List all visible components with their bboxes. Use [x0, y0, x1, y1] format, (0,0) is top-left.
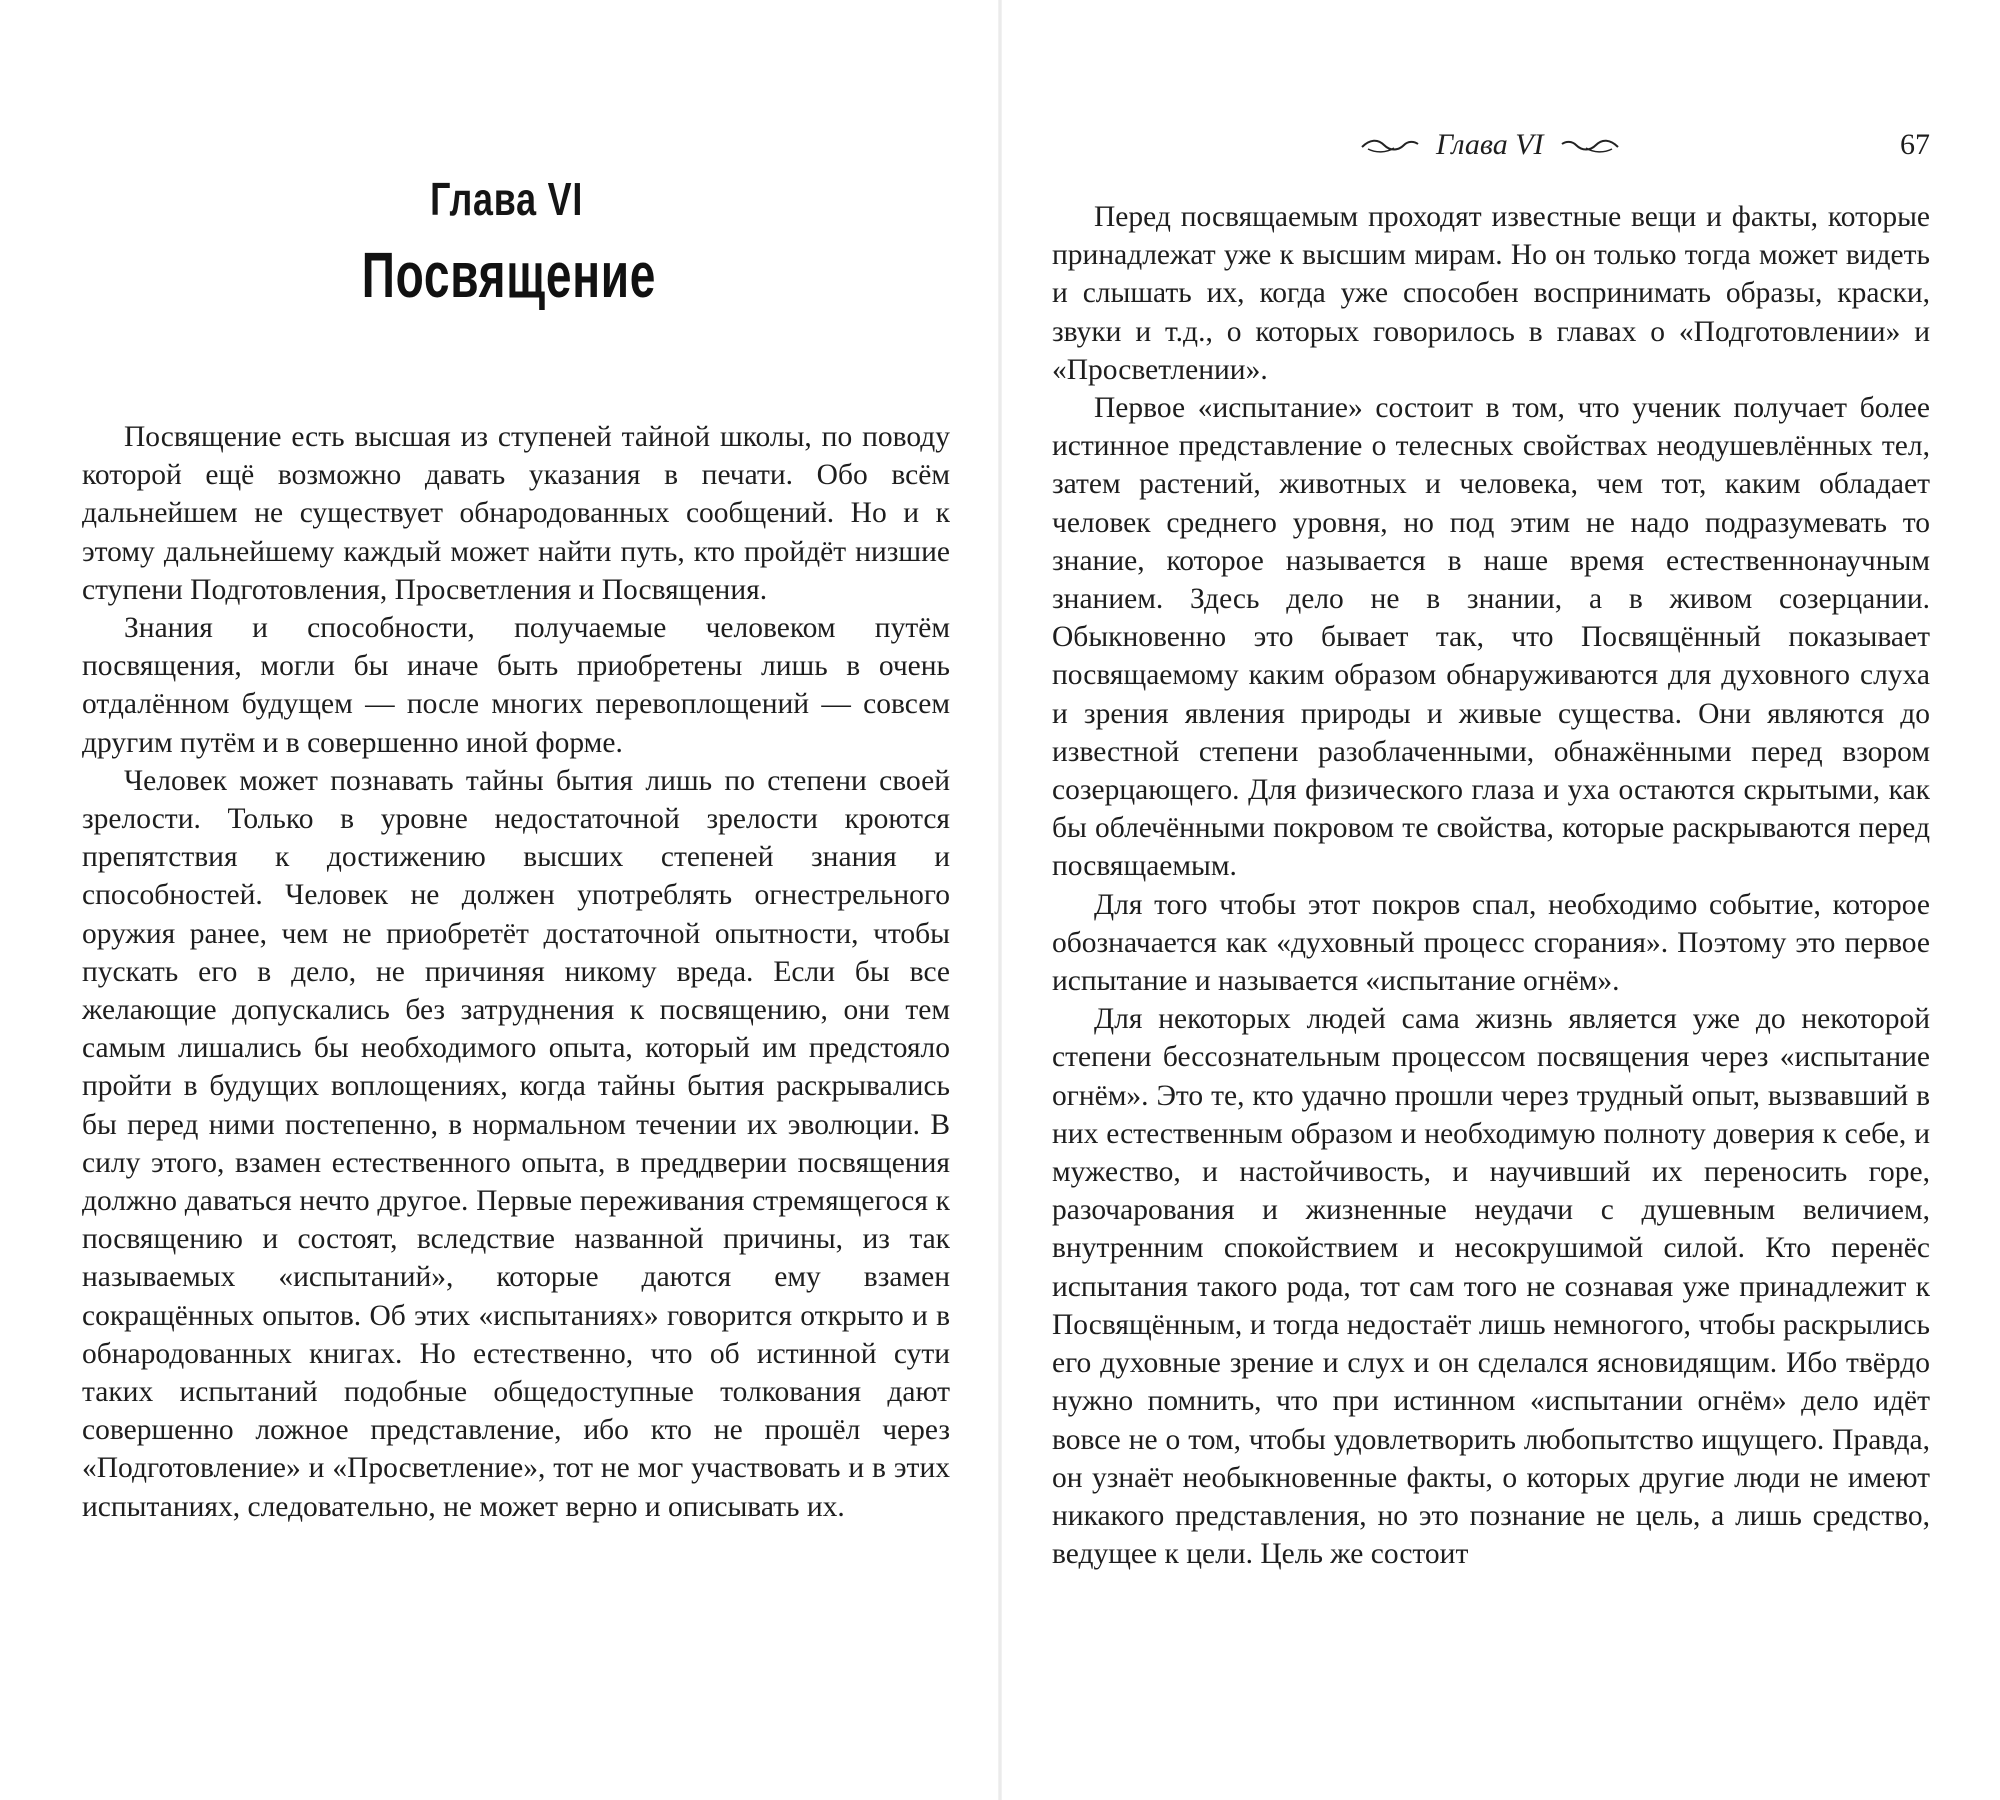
chapter-title: Посвящение: [361, 239, 657, 311]
right-paragraph-1: Перед посвящаемым проходят известные вещи и факты, которые принадлежат уже к высшим мирам. Но он только тогда может видеть и слышать их, когда уже способен воспринимать образы, краски, звуки и т.д., о которых говорилось в главах о «Подготовлении» и «Просветлении».: [1052, 201, 1930, 386]
right-paragraph-2: Первое «испытание» состоит в том, что ученик получает более истинное представление о телесных свойствах неодушевлённых тел, затем растений, животных и человека, чем тот, каким обладает человек среднего уровня, но под этим не надо подразумевать то знание, которое называется в наше время естественнонаучным знанием. Здесь дело не в знании, а в живом созерцании. Обыкновенно это бывает так, что Посвящённый показывает посвящаемому каким образом обнаруживаются для духовного слуха и зрения явления природы и живые существа. Они являются до известной степени разоблаченными, обнажёнными перед взором созерцающего. Для физического глаза и уха остаются скрытыми, как бы облечёнными покровом те свойства, которые раскрываются перед посвящаемым.: [1052, 392, 1930, 883]
right-body-text: [1052, 198, 1930, 1573]
right-paragraph-4: Для некоторых людей сама жизнь является уже до некоторой степени бессознательным процессом посвящения через «испытание огнём». Это те, кто удачно прошли через трудный опыт, вызвавший в них естественным образом и необходимую полноту доверия к себе, и мужество, и настойчивость, и научивший их переносить горе, разочарования и жизненные неудачи с душевным величием, внутренним спокойствием и несокрушимой силой. Кто перенёс испытания такого рода, тот сам того не сознавая уже принадлежит к Посвящённым, и тогда недостаёт лишь немногого, чтобы раскрылись его духовные зрение и слух и он сделался ясновидящим. Ибо твёрдо нужно помнить, что при истинном «испытании огнём» дело идёт вовсе не о том, чтобы удовлетворить любопытство ищущего. Правда, он узнаёт необыкновенные факты, о которых другие люди не имеют никакого представления, но это познание не цель, а лишь средство, ведущее к цели. Цель же состоит: [1052, 1003, 1930, 1571]
right-paragraph-3: Для того чтобы этот покров спал, необходимо событие, которое обозначается как «духовный процесс сгорания». Поэтому это первое испытание и называется «испытание огнём».: [1052, 888, 1930, 998]
page-number: 67: [1900, 128, 1930, 161]
left-paragraph-2: Знания и способности, получаемые человеком путём посвящения, могли бы иначе быть приобретены лишь в очень отдалённом будущем — после многих перевоплощений — совсем другим путём и в совершенно иной форме.: [82, 612, 950, 759]
left-paragraph-1: Посвящение есть высшая из ступеней тайной школы, по поводу которой ещё возможно давать указания в печати. Обо всём дальнейшем не существует обнародованных сообщений. Но и к этому дальнейшему каждый может найти путь, кто пройдёт низшие ступени Подготовления, Просветления и Посвящения.: [82, 421, 950, 606]
running-head: [1000, 128, 2000, 168]
flourish-left-icon: [1360, 135, 1420, 155]
left-paragraph-3: Человек может познавать тайны бытия лишь по степени своей зрелости. Только в уровне недостаточной зрелости кроются препятствия к достижению высших степеней знания и способностей. Человек не должен употреблять огнестрельного оружия ранее, чем не приобретёт достаточной опытности, чтобы пускать его в дело, не причиняя никому вреда. Если бы все желающие допускались без затруднения к посвящению, они тем самым лишались бы необходимого опыта, который им предстояло пройти в будущих воплощениях, когда тайны бытия раскрывались бы перед ними постепенно, в нормальном течении их эволюции. В силу этого, взамен естественного опыта, в преддверии посвящения должно даваться нечто другое. Первые переживания стремящегося к посвящению и состоят, вследствие названной причины, из так называемых «испытаний», которые даются ему взамен сокращённых опытов. Об этих «испытаниях» говорится открыто и в обнародованных книгах. Но естественно, что об истинной сути таких испытаний подобные общедоступные толкования дают совершенно ложное представление, ибо кто не прошёл через «Подготовление» и «Просветление», тот не мог участвовать и в этих испытаниях, следовательно, не может верно и описывать их.: [82, 764, 950, 1523]
flourish-right-icon: [1560, 135, 1620, 155]
chapter-label: Глава VI: [430, 173, 584, 225]
left-body-text: [82, 418, 950, 1526]
right-page: [1000, 0, 2000, 1800]
running-head-title: Глава VI: [1436, 128, 1544, 161]
